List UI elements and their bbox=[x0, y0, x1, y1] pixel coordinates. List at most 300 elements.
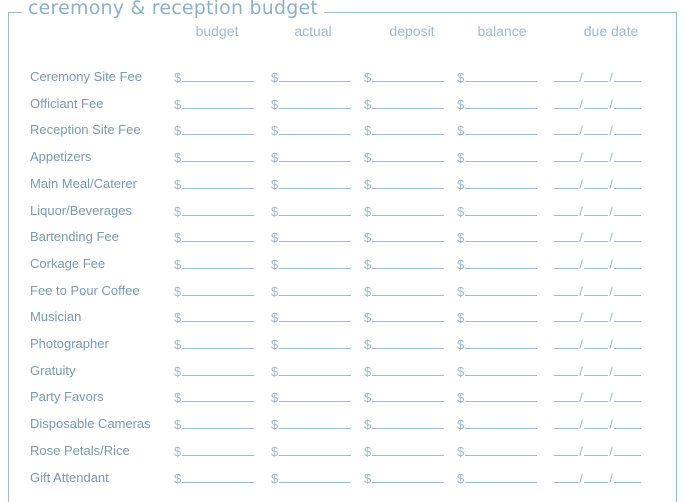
date-separator: / bbox=[579, 176, 583, 192]
blank-line[interactable] bbox=[182, 176, 254, 189]
deposit-field[interactable] bbox=[364, 363, 444, 379]
blank-line[interactable] bbox=[182, 363, 254, 376]
currency-symbol: $ bbox=[364, 443, 372, 459]
blank-line[interactable] bbox=[372, 149, 444, 162]
actual-field[interactable] bbox=[271, 470, 351, 486]
currency-symbol: $ bbox=[271, 470, 279, 486]
blank-line[interactable] bbox=[465, 309, 537, 322]
currency-symbol: $ bbox=[457, 70, 465, 85]
date-blank[interactable] bbox=[614, 122, 641, 135]
date-blank[interactable] bbox=[584, 416, 608, 429]
budget-field[interactable] bbox=[174, 149, 254, 165]
due-date-field[interactable] bbox=[554, 389, 641, 405]
due-date-field[interactable] bbox=[554, 122, 641, 138]
balance-field[interactable] bbox=[457, 416, 537, 432]
date-blank[interactable] bbox=[614, 176, 641, 189]
budget-field[interactable] bbox=[174, 470, 254, 486]
date-blank[interactable] bbox=[614, 96, 641, 109]
due-date-field[interactable] bbox=[554, 309, 641, 325]
currency-symbol: $ bbox=[174, 203, 182, 219]
date-blank[interactable] bbox=[584, 176, 608, 189]
date-blank[interactable] bbox=[614, 470, 641, 483]
actual-field[interactable] bbox=[271, 122, 351, 138]
due-date-field[interactable] bbox=[554, 283, 641, 299]
actual-field[interactable] bbox=[271, 229, 351, 245]
date-separator: / bbox=[609, 150, 613, 166]
blank-line[interactable] bbox=[182, 203, 254, 216]
currency-symbol: $ bbox=[174, 417, 182, 433]
currency-symbol: $ bbox=[364, 363, 372, 379]
blank-line[interactable] bbox=[182, 416, 254, 429]
currency-symbol: $ bbox=[457, 363, 465, 379]
currency-symbol: $ bbox=[271, 390, 279, 406]
currency-symbol: $ bbox=[364, 203, 372, 219]
date-separator: / bbox=[609, 310, 613, 326]
due-date-field[interactable] bbox=[554, 229, 641, 245]
deposit-field[interactable] bbox=[364, 283, 444, 299]
blank-line[interactable] bbox=[279, 470, 351, 483]
budget-field[interactable] bbox=[174, 336, 254, 352]
date-separator: / bbox=[609, 363, 613, 379]
blank-line[interactable] bbox=[465, 470, 537, 483]
blank-line[interactable] bbox=[279, 336, 351, 349]
currency-symbol: $ bbox=[457, 256, 465, 272]
currency-symbol: $ bbox=[364, 337, 372, 352]
blank-line[interactable] bbox=[182, 122, 254, 135]
blank-line[interactable] bbox=[279, 176, 351, 189]
deposit-field[interactable] bbox=[364, 203, 444, 219]
budget-field[interactable] bbox=[174, 176, 254, 192]
blank-line[interactable] bbox=[372, 336, 444, 349]
currency-symbol: $ bbox=[271, 310, 279, 326]
table-row bbox=[0, 363, 685, 383]
date-separator: / bbox=[609, 176, 613, 192]
blank-line[interactable] bbox=[279, 122, 351, 135]
date-separator: / bbox=[579, 70, 583, 85]
blank-line[interactable] bbox=[279, 203, 351, 216]
balance-field[interactable] bbox=[457, 69, 537, 85]
blank-line[interactable] bbox=[465, 69, 537, 82]
date-separator: / bbox=[579, 310, 583, 326]
date-separator: / bbox=[579, 283, 583, 299]
actual-field[interactable] bbox=[271, 389, 351, 405]
date-separator: / bbox=[609, 123, 613, 139]
currency-symbol: $ bbox=[364, 230, 372, 246]
date-separator: / bbox=[609, 203, 613, 219]
deposit-field[interactable] bbox=[364, 443, 444, 459]
date-blank[interactable] bbox=[614, 149, 641, 162]
date-separator: / bbox=[579, 443, 583, 459]
date-blank[interactable] bbox=[584, 309, 608, 322]
table-row bbox=[0, 336, 685, 356]
date-separator: / bbox=[609, 390, 613, 406]
currency-symbol: $ bbox=[457, 123, 465, 139]
blank-line[interactable] bbox=[182, 309, 254, 322]
blank-line[interactable] bbox=[372, 203, 444, 216]
actual-field[interactable] bbox=[271, 416, 351, 432]
currency-symbol: $ bbox=[457, 390, 465, 406]
row-label: Disposable Cameras bbox=[30, 416, 151, 432]
currency-symbol: $ bbox=[364, 283, 372, 299]
blank-line[interactable] bbox=[279, 149, 351, 162]
date-separator: / bbox=[579, 363, 583, 379]
blank-line[interactable] bbox=[279, 283, 351, 296]
date-blank[interactable] bbox=[584, 389, 608, 402]
budget-field[interactable] bbox=[174, 256, 254, 272]
currency-symbol: $ bbox=[174, 390, 182, 406]
blank-line[interactable] bbox=[279, 256, 351, 269]
date-blank[interactable] bbox=[554, 176, 578, 189]
currency-symbol: $ bbox=[174, 150, 182, 166]
blank-line[interactable] bbox=[465, 363, 537, 376]
deposit-field[interactable] bbox=[364, 416, 444, 432]
actual-field[interactable] bbox=[271, 363, 351, 379]
date-blank[interactable] bbox=[554, 229, 578, 242]
blank-line[interactable] bbox=[465, 96, 537, 109]
currency-symbol: $ bbox=[457, 443, 465, 459]
budget-field[interactable] bbox=[174, 203, 254, 219]
due-date-field[interactable] bbox=[554, 69, 641, 85]
blank-line[interactable] bbox=[465, 229, 537, 242]
date-separator: / bbox=[609, 417, 613, 433]
currency-symbol: $ bbox=[364, 256, 372, 272]
currency-symbol: $ bbox=[457, 337, 465, 352]
actual-field[interactable] bbox=[271, 256, 351, 272]
table-row bbox=[0, 69, 685, 89]
currency-symbol: $ bbox=[271, 150, 279, 166]
budget-field[interactable] bbox=[174, 443, 254, 459]
date-blank[interactable] bbox=[554, 416, 578, 429]
row-label: Ceremony Site Fee bbox=[30, 69, 142, 84]
date-blank[interactable] bbox=[614, 283, 641, 296]
date-separator: / bbox=[579, 123, 583, 139]
currency-symbol: $ bbox=[364, 123, 372, 139]
date-blank[interactable] bbox=[554, 69, 578, 82]
due-date-field[interactable] bbox=[554, 96, 641, 112]
column-header-due-date: due date bbox=[583, 23, 639, 39]
table-row bbox=[0, 389, 685, 409]
balance-field[interactable] bbox=[457, 470, 537, 486]
blank-line[interactable] bbox=[372, 443, 444, 456]
actual-field[interactable] bbox=[271, 309, 351, 325]
currency-symbol: $ bbox=[364, 470, 372, 486]
blank-line[interactable] bbox=[279, 416, 351, 429]
column-header-actual: actual bbox=[294, 23, 332, 39]
date-separator: / bbox=[579, 417, 583, 433]
blank-line[interactable] bbox=[182, 470, 254, 483]
currency-symbol: $ bbox=[174, 230, 182, 246]
date-blank[interactable] bbox=[554, 443, 578, 456]
date-blank[interactable] bbox=[554, 203, 578, 216]
balance-field[interactable] bbox=[457, 363, 537, 379]
blank-line[interactable] bbox=[372, 176, 444, 189]
blank-line[interactable] bbox=[372, 470, 444, 483]
currency-symbol: $ bbox=[174, 283, 182, 299]
date-blank[interactable] bbox=[614, 443, 641, 456]
blank-line[interactable] bbox=[279, 389, 351, 402]
row-label: Appetizers bbox=[30, 149, 92, 165]
date-separator: / bbox=[579, 390, 583, 406]
blank-line[interactable] bbox=[182, 256, 254, 269]
date-blank[interactable] bbox=[614, 69, 641, 82]
blank-line[interactable] bbox=[372, 229, 444, 242]
date-blank[interactable] bbox=[614, 256, 641, 269]
date-blank[interactable] bbox=[584, 203, 608, 216]
deposit-field[interactable] bbox=[364, 122, 444, 138]
date-blank[interactable] bbox=[614, 336, 641, 349]
currency-symbol: $ bbox=[457, 283, 465, 299]
currency-symbol: $ bbox=[174, 70, 182, 85]
budget-field[interactable] bbox=[174, 363, 254, 379]
blank-line[interactable] bbox=[182, 149, 254, 162]
date-blank[interactable] bbox=[584, 336, 608, 349]
blank-line[interactable] bbox=[372, 96, 444, 109]
currency-symbol: $ bbox=[364, 390, 372, 406]
deposit-field[interactable] bbox=[364, 470, 444, 486]
date-blank[interactable] bbox=[554, 149, 578, 162]
row-label: Photographer bbox=[30, 336, 109, 351]
blank-line[interactable] bbox=[372, 389, 444, 402]
due-date-field[interactable] bbox=[554, 470, 641, 486]
currency-symbol: $ bbox=[271, 256, 279, 272]
blank-line[interactable] bbox=[279, 69, 351, 82]
date-blank[interactable] bbox=[584, 283, 608, 296]
budget-field[interactable] bbox=[174, 389, 254, 405]
date-blank[interactable] bbox=[584, 443, 608, 456]
deposit-field[interactable] bbox=[364, 336, 444, 352]
due-date-field[interactable] bbox=[554, 443, 641, 459]
currency-symbol: $ bbox=[271, 230, 279, 246]
table-row bbox=[0, 470, 685, 490]
date-separator: / bbox=[579, 256, 583, 272]
blank-line[interactable] bbox=[465, 149, 537, 162]
date-blank[interactable] bbox=[584, 470, 608, 483]
date-blank[interactable] bbox=[554, 389, 578, 402]
balance-field[interactable] bbox=[457, 443, 537, 459]
date-separator: / bbox=[609, 443, 613, 459]
currency-symbol: $ bbox=[457, 310, 465, 326]
blank-line[interactable] bbox=[279, 96, 351, 109]
currency-symbol: $ bbox=[457, 203, 465, 219]
row-label: Gratuity bbox=[30, 362, 76, 378]
currency-symbol: $ bbox=[364, 70, 372, 85]
actual-field[interactable] bbox=[271, 69, 351, 85]
blank-line[interactable] bbox=[465, 283, 537, 296]
blank-line[interactable] bbox=[372, 69, 444, 82]
currency-symbol: $ bbox=[271, 203, 279, 219]
currency-symbol: $ bbox=[364, 96, 372, 112]
budget-field[interactable] bbox=[174, 122, 254, 138]
date-blank[interactable] bbox=[554, 283, 578, 296]
date-blank[interactable] bbox=[584, 122, 608, 135]
balance-field[interactable] bbox=[457, 309, 537, 325]
date-blank[interactable] bbox=[614, 416, 641, 429]
currency-symbol: $ bbox=[457, 417, 465, 433]
deposit-field[interactable] bbox=[364, 229, 444, 245]
balance-field[interactable] bbox=[457, 96, 537, 112]
row-label: Rose Petals/Rice bbox=[30, 442, 130, 458]
budget-field[interactable] bbox=[174, 283, 254, 299]
actual-field[interactable] bbox=[271, 149, 351, 165]
blank-line[interactable] bbox=[465, 122, 537, 135]
blank-line[interactable] bbox=[182, 229, 254, 242]
balance-field[interactable] bbox=[457, 389, 537, 405]
row-label: Fee to Pour Coffee bbox=[30, 282, 140, 298]
currency-symbol: $ bbox=[271, 176, 279, 192]
currency-symbol: $ bbox=[271, 96, 279, 112]
balance-field[interactable] bbox=[457, 176, 537, 192]
currency-symbol: $ bbox=[364, 176, 372, 192]
due-date-field[interactable] bbox=[554, 203, 641, 219]
date-separator: / bbox=[609, 70, 613, 85]
blank-line[interactable] bbox=[279, 229, 351, 242]
budget-field[interactable] bbox=[174, 96, 254, 112]
blank-line[interactable] bbox=[465, 176, 537, 189]
date-blank[interactable] bbox=[584, 363, 608, 376]
budget-field[interactable] bbox=[174, 69, 254, 85]
currency-symbol: $ bbox=[364, 417, 372, 433]
currency-symbol: $ bbox=[457, 176, 465, 192]
row-label: Bartending Fee bbox=[30, 229, 119, 245]
table-row bbox=[0, 229, 685, 249]
page-title: ceremony & reception budget bbox=[22, 0, 324, 20]
blank-line[interactable] bbox=[372, 416, 444, 429]
date-blank[interactable] bbox=[614, 309, 641, 322]
date-blank[interactable] bbox=[584, 149, 608, 162]
blank-line[interactable] bbox=[182, 389, 254, 402]
balance-field[interactable] bbox=[457, 336, 537, 352]
date-blank[interactable] bbox=[584, 96, 608, 109]
deposit-field[interactable] bbox=[364, 389, 444, 405]
date-blank[interactable] bbox=[614, 203, 641, 216]
blank-line[interactable] bbox=[372, 256, 444, 269]
table-row bbox=[0, 309, 685, 329]
due-date-field[interactable] bbox=[554, 416, 641, 432]
balance-field[interactable] bbox=[457, 229, 537, 245]
currency-symbol: $ bbox=[271, 417, 279, 433]
blank-line[interactable] bbox=[465, 256, 537, 269]
date-blank[interactable] bbox=[614, 229, 641, 242]
date-blank[interactable] bbox=[554, 256, 578, 269]
deposit-field[interactable] bbox=[364, 96, 444, 112]
date-blank[interactable] bbox=[584, 229, 608, 242]
blank-line[interactable] bbox=[279, 363, 351, 376]
date-separator: / bbox=[609, 230, 613, 246]
currency-symbol: $ bbox=[364, 150, 372, 166]
date-separator: / bbox=[609, 256, 613, 272]
blank-line[interactable] bbox=[465, 203, 537, 216]
blank-line[interactable] bbox=[465, 416, 537, 429]
date-blank[interactable] bbox=[554, 96, 578, 109]
balance-field[interactable] bbox=[457, 256, 537, 272]
currency-symbol: $ bbox=[271, 283, 279, 299]
blank-line[interactable] bbox=[182, 283, 254, 296]
date-separator: / bbox=[579, 203, 583, 219]
date-blank[interactable] bbox=[554, 336, 578, 349]
date-blank[interactable] bbox=[614, 363, 641, 376]
balance-field[interactable] bbox=[457, 122, 537, 138]
date-separator: / bbox=[579, 230, 583, 246]
budget-field[interactable] bbox=[174, 229, 254, 245]
date-blank[interactable] bbox=[554, 122, 578, 135]
balance-field[interactable] bbox=[457, 149, 537, 165]
currency-symbol: $ bbox=[457, 230, 465, 246]
blank-line[interactable] bbox=[182, 336, 254, 349]
row-label: Gift Attendant bbox=[30, 469, 109, 485]
blank-line[interactable] bbox=[182, 69, 254, 82]
row-label: Party Favors bbox=[30, 389, 104, 405]
blank-line[interactable] bbox=[182, 443, 254, 456]
date-blank[interactable] bbox=[554, 309, 578, 322]
currency-symbol: $ bbox=[457, 96, 465, 112]
table-row bbox=[0, 283, 685, 303]
due-date-field[interactable] bbox=[554, 336, 641, 352]
table-row bbox=[0, 176, 685, 196]
balance-field[interactable] bbox=[457, 283, 537, 299]
deposit-field[interactable] bbox=[364, 149, 444, 165]
deposit-field[interactable] bbox=[364, 69, 444, 85]
currency-symbol: $ bbox=[174, 470, 182, 486]
table-row bbox=[0, 96, 685, 116]
actual-field[interactable] bbox=[271, 96, 351, 112]
blank-line[interactable] bbox=[372, 363, 444, 376]
currency-symbol: $ bbox=[174, 363, 182, 379]
actual-field[interactable] bbox=[271, 203, 351, 219]
actual-field[interactable] bbox=[271, 336, 351, 352]
blank-line[interactable] bbox=[372, 309, 444, 322]
currency-symbol: $ bbox=[457, 150, 465, 166]
deposit-field[interactable] bbox=[364, 309, 444, 325]
date-blank[interactable] bbox=[584, 256, 608, 269]
due-date-field[interactable] bbox=[554, 149, 641, 165]
due-date-field[interactable] bbox=[554, 256, 641, 272]
date-blank[interactable] bbox=[584, 69, 608, 82]
blank-line[interactable] bbox=[372, 283, 444, 296]
date-blank[interactable] bbox=[554, 363, 578, 376]
actual-field[interactable] bbox=[271, 443, 351, 459]
date-blank[interactable] bbox=[554, 470, 578, 483]
date-blank[interactable] bbox=[614, 389, 641, 402]
deposit-field[interactable] bbox=[364, 176, 444, 192]
table-row bbox=[0, 256, 685, 276]
currency-symbol: $ bbox=[174, 337, 182, 352]
currency-symbol: $ bbox=[174, 176, 182, 192]
date-separator: / bbox=[609, 470, 613, 486]
blank-line[interactable] bbox=[465, 336, 537, 349]
blank-line[interactable] bbox=[372, 122, 444, 135]
currency-symbol: $ bbox=[271, 337, 279, 352]
table-row bbox=[0, 122, 685, 142]
balance-field[interactable] bbox=[457, 203, 537, 219]
deposit-field[interactable] bbox=[364, 256, 444, 272]
blank-line[interactable] bbox=[279, 309, 351, 322]
due-date-field[interactable] bbox=[554, 363, 641, 379]
column-header-balance: balance bbox=[477, 23, 527, 39]
actual-field[interactable] bbox=[271, 283, 351, 299]
currency-symbol: $ bbox=[174, 96, 182, 112]
actual-field[interactable] bbox=[271, 176, 351, 192]
due-date-field[interactable] bbox=[554, 176, 641, 192]
blank-line[interactable] bbox=[279, 443, 351, 456]
blank-line[interactable] bbox=[465, 443, 537, 456]
currency-symbol: $ bbox=[271, 443, 279, 459]
budget-field[interactable] bbox=[174, 416, 254, 432]
date-separator: / bbox=[609, 96, 613, 112]
row-label: Musician bbox=[30, 309, 82, 325]
budget-field[interactable] bbox=[174, 309, 254, 325]
blank-line[interactable] bbox=[465, 389, 537, 402]
blank-line[interactable] bbox=[182, 96, 254, 109]
